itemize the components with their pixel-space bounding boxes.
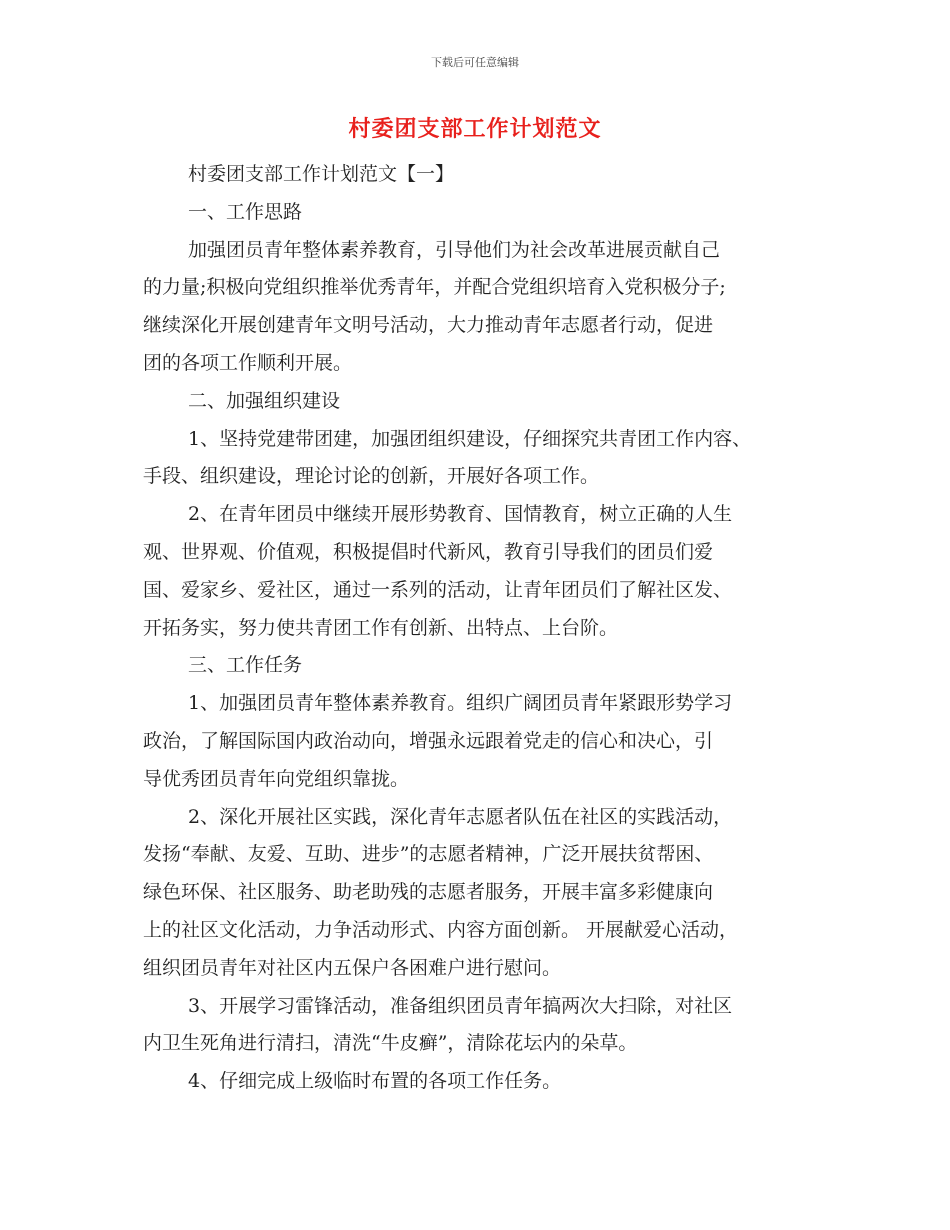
body-line: 政治，了解国际国内政治动向，增强永远跟着党走的信心和决心，引: [143, 729, 714, 752]
body-line: 发扬“奉献、友爱、互助、进步”的志愿者精神，广泛开展扶贫帮困、: [143, 843, 714, 866]
body-line: 手段、组织建设，理论讨论的创新，开展好各项工作。: [143, 465, 600, 488]
body-line: 的力量;积极向党组织推举优秀青年，并配合党组织培育入党积极分子;: [143, 276, 726, 299]
body-line: 1、坚持党建带团建，加强团组织建设，仔细探究共青团工作内容、: [188, 427, 752, 450]
body-line: 一、工作思路: [188, 200, 303, 223]
body-line: 团的各项工作顺利开展。: [143, 351, 353, 374]
header-note: 下载后可任意编辑: [431, 56, 519, 69]
body-line: 国、爱家乡、爱社区，通过一系列的活动，让青年团员们了解社区发、: [143, 578, 733, 601]
body-line: 绿色环保、社区服务、助老助残的志愿者服务，开展丰富多彩健康向: [143, 881, 714, 904]
body-line: 导优秀团员青年向党组织靠拢。: [143, 767, 410, 790]
body-line: 2、深化开展社区实践，深化青年志愿者队伍在社区的实践活动，: [188, 805, 733, 828]
body-line: 二、加强组织建设: [188, 389, 341, 412]
body-line: 4、仔细完成上级临时布置的各项工作任务。: [188, 1070, 562, 1093]
document-title: 村委团支部工作计划范文: [348, 117, 602, 142]
body-line: 3、开展学习雷锋活动，准备组织团员青年搞两次大扫除，对社区: [188, 994, 733, 1017]
body-line: 1、加强团员青年整体素养教育。组织广阔团员青年紧跟形势学习: [188, 692, 733, 715]
body-line: 开拓务实，努力使共青团工作有创新、出特点、上台阶。: [143, 616, 619, 639]
body-line: 内卫生死角进行清扫，清洗“牛皮癣”，清除花坛内的朵草。: [143, 1032, 638, 1055]
body-line: 三、工作任务: [188, 654, 303, 677]
body-line: 观、世界观、价值观，积极提倡时代新风，教育引导我们的团员们爱: [143, 540, 714, 563]
body-line: 村委团支部工作计划范文【一】: [188, 163, 455, 185]
body-line: 加强团员青年整体素养教育，引导他们为社会改革进展贡献自己: [188, 238, 721, 261]
body-line: 组织团员青年对社区内五保户各困难户进行慰问。: [143, 956, 562, 979]
document-body: [143, 156, 823, 1101]
body-line: 2、在青年团员中继续开展形势教育、国情教育，树立正确的人生: [188, 503, 733, 526]
body-line: 上的社区文化活动，力争活动形式、内容方面创新。 开展献爱心活动，: [143, 918, 739, 941]
body-line: 继续深化开展创建青年文明号活动，大力推动青年志愿者行动，促进: [143, 314, 714, 337]
